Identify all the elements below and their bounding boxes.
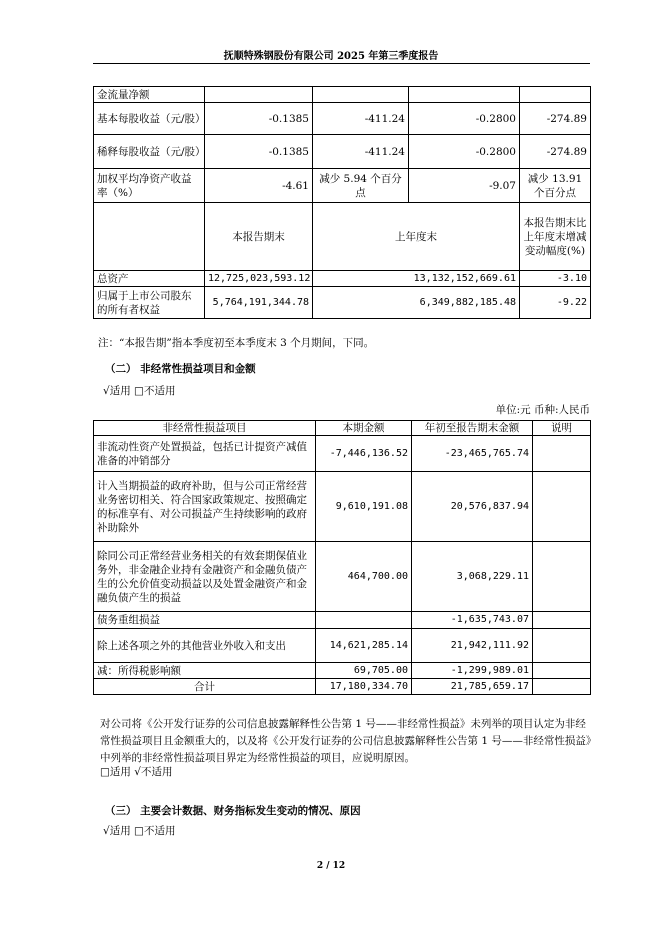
- cell-value: 5,764,191,344.78: [205, 287, 313, 319]
- cell-value: [316, 612, 412, 629]
- cell-value: -4.61: [205, 169, 313, 203]
- row-label: 金流量净额: [94, 87, 205, 103]
- column-header: 非经常性损益项目: [94, 421, 316, 436]
- cell-value: [533, 436, 591, 472]
- cell-value: 20,576,837.94: [412, 472, 533, 542]
- cell-value: 21,785,659.17: [412, 679, 533, 695]
- cell-value: -0.1385: [205, 135, 313, 169]
- cell-value: -7,446,136.52: [316, 436, 412, 472]
- cell-value: [533, 472, 591, 542]
- page-number: 2 / 12: [316, 861, 346, 871]
- header-rule: [93, 63, 590, 64]
- cell-value: -3.10: [520, 271, 591, 287]
- row-label: 归属于上市公司股东的所有者权益: [94, 287, 205, 319]
- column-header: 本期金额: [316, 421, 412, 436]
- table-note: 注：“本报告期”指本季度初至本季度末 3 个月期间，下同。: [98, 337, 375, 349]
- applicable-status: √适用 □不适用: [103, 825, 176, 837]
- row-label: 稀释每股收益（元/股）: [94, 135, 205, 169]
- cell-value: -411.24: [313, 135, 409, 169]
- explanation-paragraph: 对公司将《公开发行证券的公司信息披露解释性公告第 1 号——非经常性损益》未列举的项目认定为非经常性损益项目且金额重大的，以及将《公开发行证券的公司信息披露解释性公告第 1 号——非经常性损益》中列举的非经常性损益项目界定为经常性损益的项目，应说明原因。: [100, 718, 592, 764]
- cell-value: -1,635,743.07: [412, 612, 533, 629]
- cell-value: -23,465,765.74: [412, 436, 533, 472]
- cell-value: 3,068,229.11: [412, 542, 533, 612]
- table-row: [94, 612, 591, 629]
- row-label: 基本每股收益（元/股）: [94, 103, 205, 135]
- row-label: 非流动性资产处置损益，包括已计提资产减值准备的冲销部分: [94, 436, 316, 472]
- table-total-row: [94, 679, 591, 695]
- non-recurring-items-table: [93, 420, 591, 695]
- page-header: 抚顺特殊钢股份有限公司 2025 年第三季度报告: [223, 51, 439, 62]
- table-row: [94, 287, 591, 319]
- column-header: 上年度末: [313, 203, 520, 271]
- cell-value: [533, 663, 591, 679]
- row-label: 加权平均净资产收益率（%）: [94, 169, 205, 203]
- table-row: [94, 87, 591, 103]
- section-title: （二） 非经常性损益项目和金额: [105, 363, 256, 375]
- table-row: [94, 542, 591, 612]
- table-row: [94, 169, 591, 203]
- unit-label: 单位:元 币种:人民币: [495, 404, 590, 416]
- table-row: [94, 663, 591, 679]
- cell-value: 6,349,882,185.48: [313, 287, 520, 319]
- cell-value: -411.24: [313, 103, 409, 135]
- cell-value: -9.07: [409, 169, 520, 203]
- table-header-row: [94, 203, 591, 271]
- cell-value: [533, 612, 591, 629]
- total-label: 合计: [94, 679, 316, 695]
- cell-value: 17,180,334.70: [316, 679, 412, 695]
- column-header: 说明: [533, 421, 591, 436]
- row-label: 减：所得税影响额: [94, 663, 316, 679]
- cell-value: 69,705.00: [316, 663, 412, 679]
- cell-value: 12,725,023,593.12: [205, 271, 313, 287]
- cell-value: 464,700.00: [316, 542, 412, 612]
- row-label: 总资产: [94, 271, 205, 287]
- cell-value: 21,942,111.92: [412, 629, 533, 663]
- row-label: 计入当期损益的政府补助，但与公司正常经营业务密切相关、符合国家政策规定、按照确定的标准享有、对公司损益产生持续影响的政府补助除外: [94, 472, 316, 542]
- cell-value: 减少 5.94 个百分点: [313, 169, 409, 203]
- row-label: 除上述各项之外的其他营业外收入和支出: [94, 629, 316, 663]
- key-financials-table: [93, 86, 591, 319]
- cell-value: -274.89: [520, 103, 591, 135]
- column-header: 本报告期末: [205, 203, 313, 271]
- cell-value: -0.2800: [409, 103, 520, 135]
- cell-value: 14,621,285.14: [316, 629, 412, 663]
- column-header: 年初至报告期末金额: [412, 421, 533, 436]
- cell-value: [533, 542, 591, 612]
- table-row: [94, 472, 591, 542]
- table-header-row: [94, 421, 591, 436]
- table-row: [94, 271, 591, 287]
- table-row: [94, 629, 591, 663]
- column-header: 本报告期末比上年度末增减变动幅度(%): [520, 203, 591, 271]
- cell-value: -0.1385: [205, 103, 313, 135]
- cell-value: 9,610,191.08: [316, 472, 412, 542]
- row-label: 债务重组损益: [94, 612, 316, 629]
- cell-value: 减少 13.91 个百分点: [520, 169, 591, 203]
- table-row: [94, 103, 591, 135]
- section-title: （三） 主要会计数据、财务指标发生变动的情况、原因: [105, 805, 361, 817]
- table-row: [94, 135, 591, 169]
- row-label: 除同公司正常经营业务相关的有效套期保值业务外，非金融企业持有金融资产和金融负债产生的公允价值变动损益以及处置金融资产和金融负债产生的损益: [94, 542, 316, 612]
- cell-value: -1,299,989.01: [412, 663, 533, 679]
- cell-value: -274.89: [520, 135, 591, 169]
- applicable-status: √适用 □不适用: [103, 385, 176, 397]
- table-row: [94, 436, 591, 472]
- cell-value: 13,132,152,669.61: [313, 271, 520, 287]
- cell-value: -0.2800: [409, 135, 520, 169]
- cell-value: -9.22: [520, 287, 591, 319]
- cell-value: [533, 679, 591, 695]
- applicable-status: □适用 √不适用: [100, 766, 173, 778]
- cell-value: [533, 629, 591, 663]
